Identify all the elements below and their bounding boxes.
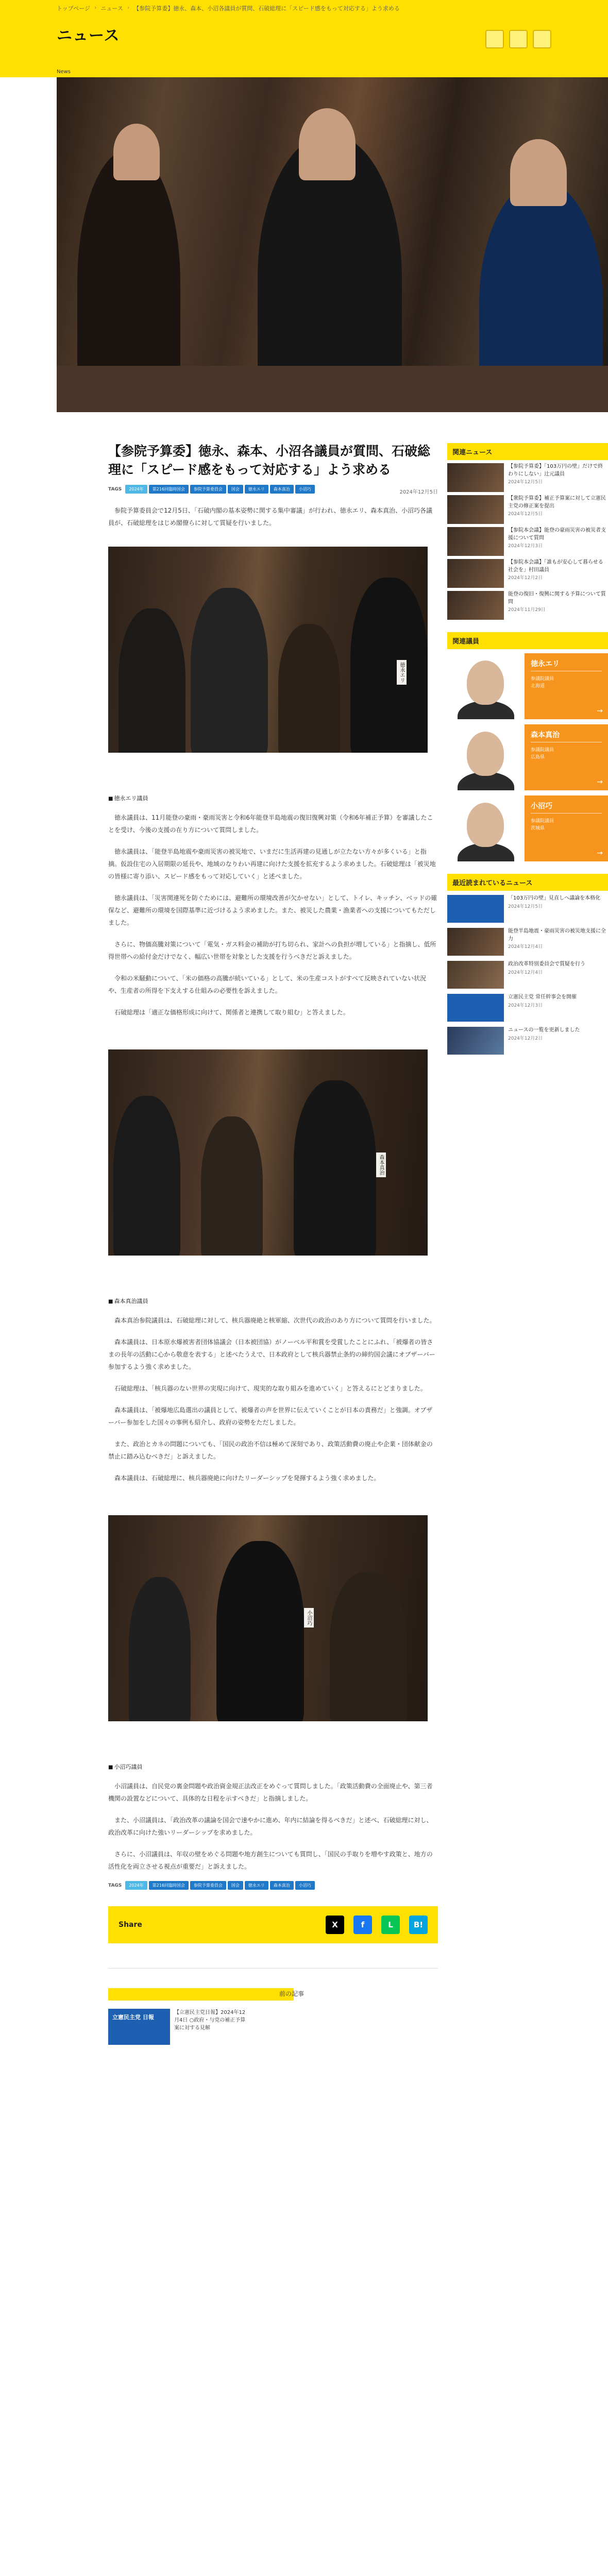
tag-link[interactable]: 国会 [228,485,243,494]
header-social-icon[interactable] [533,30,551,48]
article-paragraph: さらに、小沼議員は、年収の壁をめぐる問題や地方創生についても質問し、「国民の手取りを増やす政策と、地方の活性化を両立させる視点が重要だ」と訴えました。 [108,1851,433,1870]
article-paragraph: 小沼議員は、自民党の裏金問題や政治資金規正法改正をめぐって質問しました。「政策活動費の全面廃止や、第三者機関の設置などについて、具体的な日程を示すべきだ」と指摘しました。 [108,1783,433,1802]
recent-thumb [447,895,504,923]
member-region: 北海道 [531,684,545,689]
news-title: 【参院本会議】「誰もが安心して暮らせる社会を」村田議員 [508,560,603,573]
recent-date: 2024年12月5日 [508,904,543,909]
member-region: 広島県 [531,755,545,760]
arrow-right-icon: → [597,778,603,786]
section-title: ニュース [57,27,120,45]
header-social-icon[interactable] [509,30,528,48]
recent-thumb [447,994,504,1022]
tag-link[interactable]: 森本真治 [270,485,294,494]
line-share-icon[interactable]: L [381,1916,400,1934]
tag-link[interactable]: 徳永エリ [245,485,268,494]
news-thumb [447,463,504,492]
article-paragraph: 徳永議員は、11月能登の豪雨・豪雨災害と令和6年能登半島地震の復旧復興対策（令和6年補正予算）を審議したことを受け、今後の支援の在り方について質問しました。 [108,814,433,834]
news-date: 2024年11月29日 [508,607,546,613]
prev-bar [108,1988,294,2001]
prev-label: 前の記事 [279,1990,304,1997]
header [0,0,608,77]
x-share-icon[interactable]: X [326,1916,344,1934]
news-title: 【参院予算委】「103万円の壁」だけで終わりにしない」辻元議員 [508,464,603,477]
recent-title: 能登半島地震・豪雨災害の被災地支援に全力 [508,928,606,942]
member-name: 森本真治 [531,730,602,742]
member-name: 徳永エリ [531,658,602,671]
news-date: 2024年12月5日 [508,480,543,485]
article-photo-konuma: 小沼巧 [108,1515,428,1721]
article-paragraph: さらに、物価高騰対策について「電気・ガス料金の補助が打ち切られ、家計への負担が増している」と指摘し、低所得世帯への給付金だけでなく、幅広い世帯を対象とした支援を行うべきだと訴えました。 [108,941,436,960]
article-paragraph: 森本議員は、石破総理に、核兵器廃絶に向けたリーダーシップを発揮するよう強く求めました。 [114,1475,380,1482]
breadcrumb-current: 【参院予算委】徳永、森本、小沼各議員が質問、石破総理に「スピード感をもって対応する」よう求める [133,5,400,12]
prev-article[interactable] [108,1968,438,2031]
recent-thumb [447,928,504,956]
arrow-right-icon: → [597,707,603,715]
recent-thumb [447,1027,504,1055]
recent-news-item[interactable] [447,961,608,989]
news-thumb [447,527,504,556]
share-label: Share [119,1921,142,1929]
related-news-heading: 関連ニュース [447,443,608,460]
recent-news-item[interactable] [447,895,608,923]
recent-news-heading: 最近読まれているニュース [447,874,608,891]
member-region: 茨城県 [531,826,545,832]
related-news-item[interactable] [447,463,608,492]
members-list [447,653,608,861]
article-paragraph: また、小沼議員は、「政治改革の議論を国会で速やかに進め、年内に結論を得るべきだ」と述べ、石破総理に対し、政治改革に向けた強いリーダーシップを求めました。 [108,1817,433,1836]
recent-date: 2024年12月4日 [508,970,543,975]
tag-link[interactable]: 徳永エリ [245,1881,268,1890]
article-paragraph: 令和の米騒動について、「米の価格の高騰が続いている」として、米の生産コストがすべて反映されていない状況や、生産者の所得を下支えする仕組みの必要性を訴えました。 [108,975,427,994]
article-paragraph: 森本議員は、日本原水爆被害者団体協議会（日本被団協）がノーベル平和賞を受賞したことにふれ、「被爆者の皆さまの長年の活動に心から敬意を表する」と述べたうえで、日本政府として核兵器禁止条約の締約国会議にオブザーバー参加するよう強く求めました。 [108,1338,435,1370]
tag-link[interactable]: 第216回臨時国会 [149,485,189,494]
tag-link[interactable]: 国会 [228,1881,243,1890]
breadcrumb [57,4,400,12]
related-news-item[interactable] [447,591,608,620]
tag-link[interactable]: 2024年 [125,1881,147,1890]
recent-news-item[interactable] [447,994,608,1022]
tag-link[interactable]: 参院予算委員会 [190,1881,226,1890]
recent-date: 2024年12月4日 [508,944,543,950]
hatena-share-icon[interactable]: B! [409,1916,428,1934]
related-news-item[interactable] [447,527,608,556]
breadcrumb-separator: › [127,4,130,11]
photo-caption: ■ 小沼巧議員 [108,1762,438,1771]
breadcrumb-news[interactable]: ニュース [100,5,123,12]
member-photo [447,724,525,790]
related-news-list [447,463,608,620]
member-role: 参議院議員 [531,748,554,753]
recent-news-item[interactable] [447,928,608,956]
article-date: 2024年12月5日 [399,489,438,495]
news-thumb [447,495,504,524]
news-date: 2024年12月3日 [508,544,543,549]
recent-title: 政治改革特別委員会で質疑を行う [508,961,585,967]
member-role: 参議院議員 [531,819,554,824]
hero-image [57,77,608,412]
article-paragraph: 森本真治参院議員は、石破総理に対して、核兵器廃絶と核軍縮、次世代の政治のあり方について質問を行いました。 [114,1317,436,1324]
news-title: 能登の復旧・復興に関する予算について質問 [508,591,606,605]
facebook-share-icon[interactable]: f [353,1916,372,1934]
member-photo [447,795,525,861]
member-card[interactable] [447,653,608,719]
recent-title: 「103万円の壁」見直しへ議論を本格化 [508,895,601,901]
share-bar [108,1906,438,1943]
news-date: 2024年12月2日 [508,575,543,581]
article-photo-morimoto: 森本真治 [108,1049,428,1256]
news-title: 【参院本会議】能登の豪雨災害の被災者支援について質問 [508,528,606,541]
recent-news-list [447,895,608,1055]
related-news-item[interactable] [447,495,608,524]
recent-date: 2024年12月2日 [508,1036,543,1041]
photo-caption: ■ 森本真治議員 [108,1297,438,1305]
header-icons [485,30,551,48]
tag-link[interactable]: 森本真治 [270,1881,294,1890]
recent-date: 2024年12月3日 [508,1003,543,1008]
breadcrumb-separator: › [94,4,97,11]
arrow-right-icon: → [597,849,603,857]
tag-link[interactable]: 参院予算委員会 [190,485,226,494]
member-photo [447,653,525,719]
recent-thumb [447,961,504,989]
news-title: 【衆院予算委】補正予算案に対して立憲民主党の修正案を提出 [508,496,606,509]
member-card[interactable] [447,724,608,790]
recent-news-item[interactable] [447,1027,608,1055]
article-photo-tokunaga: 徳永エリ [108,547,428,753]
article-paragraph: 徳永議員は、「能登半島地震や豪雨災害の被災地で、いまだに生活再建の見通しが立たない方々が多くいる」と指摘。仮設住宅の入居期限の延長や、地域のなりわい再建に向けた支援を拡充するよう求めました。石破総理は「被災地の皆様に寄り添い、スピード感をもって対応していく」と述べました。 [108,848,436,880]
tags-label: TAGS [108,486,122,492]
prev-text: 【立憲民主党日報】2024年12月4日 ○政府・与党の補正予算案に対する見解 [174,2010,246,2031]
related-news-item[interactable] [447,559,608,588]
article-paragraph: また、政治とカネの問題についても、「国民の政治不信は極めて深刻であり、政策活動費の廃止や企業・団体献金の禁止に踏み込むべきだ」と訴えました。 [108,1440,433,1460]
section-subtitle: News [57,69,71,75]
news-date: 2024年12月5日 [508,512,543,517]
sidebar [447,443,608,1060]
tag-link[interactable]: 小沼巧 [295,485,315,494]
news-thumb [447,559,504,588]
article [108,412,438,2031]
tags-label: TAGS [108,1883,122,1888]
article-tags-bottom [108,1881,438,1890]
article-paragraph: 徳永議員は、「災害関連死を防ぐためには、避難所の環境改善が欠かせない」として、トイレ、キッチン、ベッドの確保など、避難所の環境を国際基準に近づけるよう求めました。また、被災した農業・漁業者への支援についてもただしました。 [108,894,437,926]
article-paragraph: 石破総理は「適正な価格形成に向けて、関係者と連携して取り組む」と答えました。 [114,1009,349,1016]
article-paragraph: 石破総理は、「核兵器のない世界の実現に向けて、現実的な取り組みを進めていく」と答えるにとどまりました。 [114,1385,427,1392]
tag-link[interactable]: 小沼巧 [295,1881,315,1890]
article-intro: 参院予算委員会で12月5日、「石破内閣の基本姿勢に関する集中審議」が行われ、徳永エリ、森本真治、小沼巧各議員が、石破総理をはじめ閣僚らに対して質疑を行いました。 [108,507,433,527]
prev-card[interactable] [108,2009,246,2045]
tag-link[interactable]: 2024年 [125,485,147,494]
photo-caption: ■ 徳永エリ議員 [108,794,438,802]
news-thumb [447,591,504,620]
tag-link[interactable]: 第216回臨時国会 [149,1881,189,1890]
prev-thumb: 立憲民主党 日報 [108,2009,170,2045]
article-title: 【参院予算委】徳永、森本、小沼各議員が質問、石破総理に「スピード感をもって対応する」よう求める [108,444,431,477]
recent-title: 立憲民主党 常任幹事会を開催 [508,994,577,1000]
member-card[interactable] [447,795,608,861]
recent-title: ニュースの一覧を更新しました [508,1027,580,1033]
header-social-icon[interactable] [485,30,504,48]
breadcrumb-home[interactable]: トップページ [57,5,91,12]
member-role: 参議院議員 [531,676,554,682]
article-paragraph: 森本議員は、「被爆地広島選出の議員として、被爆者の声を世界に伝えていくことが日本の責務だ」と強調。オブザーバー参加をした国々の事例も紹介し、政府の姿勢をただしました。 [108,1406,433,1426]
related-members-heading: 関連議員 [447,632,608,649]
member-name: 小沼巧 [531,801,602,814]
